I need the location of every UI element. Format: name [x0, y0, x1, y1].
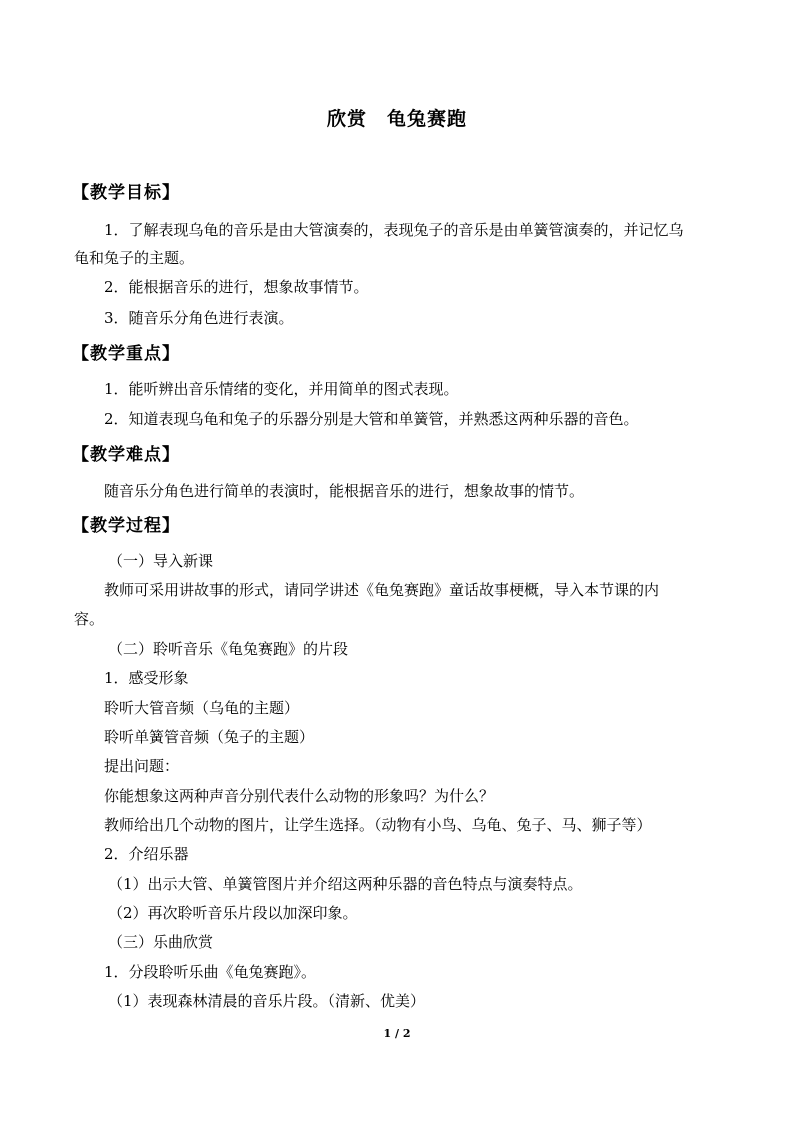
process-line-4: （二）聆听音乐《龟兔赛跑》的片段 — [108, 640, 349, 658]
process-line-13: （2）再次聆听音乐片段以加深印象。 — [108, 904, 358, 922]
process-line-11: 2．介绍乐器 — [104, 845, 189, 863]
process-line-8: 提出问题： — [104, 757, 180, 775]
process-line-12: （1）出示大管、单簧管图片并介绍这两种乐器的音色特点与演奏特点。 — [108, 875, 583, 893]
objectives-line-2: 龟和兔子的主题。 — [74, 249, 195, 267]
page-number: 1 / 2 — [383, 1027, 411, 1040]
process-line-3: 容。 — [74, 610, 105, 628]
objectives-line-3: 2．能根据音乐的进行，想象故事情节。 — [104, 278, 369, 296]
key-points-line-2: 2．知道表现乌龟和兔子的乐器分别是大管和单簧管，并熟悉这两种乐器的音色。 — [104, 410, 639, 428]
process-line-6: 聆听大管音频（乌龟的主题） — [104, 699, 300, 717]
process-line-16: （1）表现森林清晨的音乐片段。（清新、优美） — [108, 992, 426, 1010]
document-title: 欣赏 龟兔赛跑 — [326, 108, 467, 130]
process-line-5: 1．感受形象 — [104, 669, 189, 687]
process-line-9: 你能想象这两种声音分别代表什么动物的形象吗？为什么？ — [104, 787, 495, 805]
objectives-line-4: 3．随音乐分角色进行表演。 — [104, 309, 294, 327]
difficulties-line-1: 随音乐分角色进行简单的表演时，能根据音乐的进行，想象故事的情节。 — [104, 482, 585, 500]
heading-key-points: 【教学重点】 — [72, 344, 180, 364]
key-points-line-1: 1．能听辨出音乐情绪的变化，并用简单的图式表现。 — [104, 380, 459, 398]
process-line-1: （一）导入新课 — [108, 552, 214, 570]
heading-process: 【教学过程】 — [72, 516, 180, 536]
heading-objectives: 【教学目标】 — [72, 183, 180, 203]
process-line-10: 教师给出几个动物的图片，让学生选择。（动物有小鸟、乌龟、兔子、马、狮子等） — [104, 816, 652, 834]
process-line-2: 教师可采用讲故事的形式，请同学讲述《龟兔赛跑》童话故事梗概，导入本节课的内 — [104, 581, 660, 599]
process-line-7: 聆听单簧管音频（兔子的主题） — [104, 728, 315, 746]
process-line-15: 1．分段聆听乐曲《龟兔赛跑》。 — [104, 963, 317, 981]
heading-difficulties: 【教学难点】 — [72, 445, 180, 465]
objectives-line-1: 1．了解表现乌龟的音乐是由大管演奏的，表现兔子的音乐是由单簧管演奏的，并记忆乌 — [104, 221, 684, 239]
process-line-14: （三）乐曲欣赏 — [108, 933, 214, 951]
